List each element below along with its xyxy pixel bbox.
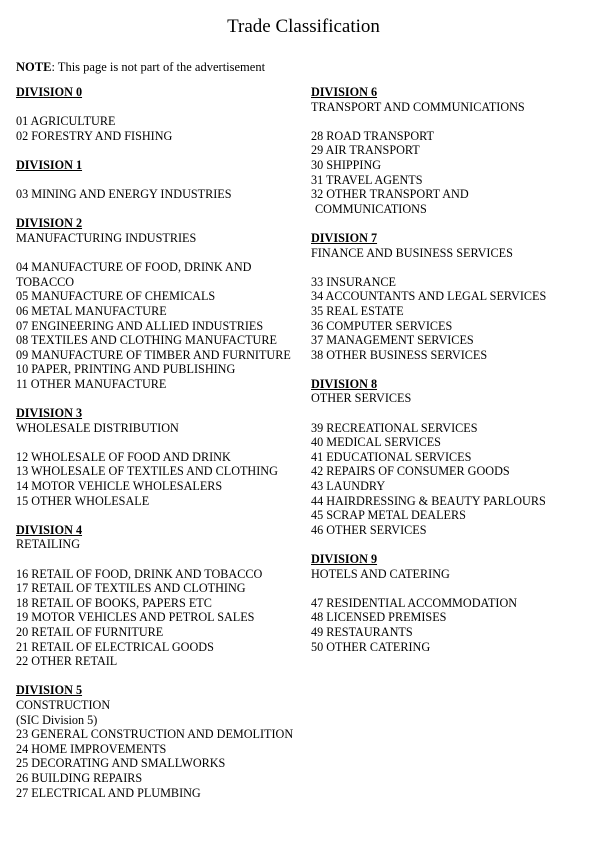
- trade-item: 19 MOTOR VEHICLES AND PETROL SALES: [16, 610, 255, 625]
- division-block: [311, 552, 601, 654]
- trade-item: 34 ACCOUNTANTS AND LEGAL SERVICES: [311, 289, 547, 304]
- trade-item: 15 OTHER WHOLESALE: [16, 493, 150, 508]
- division-subtitle: TRANSPORT AND COMMUNICATIONS: [311, 99, 525, 114]
- division-heading: DIVISION 1: [16, 157, 83, 172]
- trade-item: 37 MANAGEMENT SERVICES: [311, 333, 474, 348]
- trade-item: 03 MINING AND ENERGY INDUSTRIES: [16, 187, 232, 202]
- division-block: [16, 158, 306, 202]
- trade-item: 17 RETAIL OF TEXTILES AND CLOTHING: [16, 581, 246, 596]
- division-subtitle: RETAILING: [16, 537, 81, 552]
- trade-item: 36 COMPUTER SERVICES: [311, 318, 453, 333]
- trade-item: 32 OTHER TRANSPORT AND: [311, 187, 469, 202]
- division-subtitle: OTHER SERVICES: [311, 391, 412, 406]
- division-subtitle: MANUFACTURING INDUSTRIES: [16, 230, 197, 245]
- division-subtitle: FINANCE AND BUSINESS SERVICES: [311, 245, 513, 260]
- division-block: [16, 523, 306, 669]
- trade-item: 45 SCRAP METAL DEALERS: [311, 508, 466, 523]
- spacer: [311, 581, 601, 596]
- trade-item: 05 MANUFACTURE OF CHEMICALS: [16, 289, 216, 304]
- division-block: [16, 406, 306, 508]
- trade-item: 21 RETAIL OF ELECTRICAL GOODS: [16, 639, 214, 654]
- spacer: [311, 406, 601, 421]
- trade-item: 49 RESTAURANTS: [311, 624, 413, 639]
- trade-item: 02 FORESTRY AND FISHING: [16, 128, 173, 143]
- trade-item: 10 PAPER, PRINTING AND PUBLISHING: [16, 362, 236, 377]
- division-heading: DIVISION 6: [311, 85, 378, 99]
- trade-item: 28 ROAD TRANSPORT: [311, 128, 434, 143]
- spacer: [16, 435, 306, 450]
- trade-item: 39 RECREATIONAL SERVICES: [311, 420, 478, 435]
- division-subtitle: (SIC Division 5): [16, 712, 98, 727]
- trade-item: 48 LICENSED PREMISES: [311, 610, 447, 625]
- right-column: [311, 85, 601, 669]
- trade-item: 08 TEXTILES AND CLOTHING MANUFACTURE: [16, 333, 277, 348]
- trade-item: 06 METAL MANUFACTURE: [16, 303, 167, 318]
- division-block: [16, 216, 306, 391]
- division-block: [311, 231, 601, 362]
- trade-item: 23 GENERAL CONSTRUCTION AND DEMOLITION: [16, 727, 294, 742]
- trade-item: 33 INSURANCE: [311, 274, 396, 289]
- trade-item: 25 DECORATING AND SMALLWORKS: [16, 756, 226, 771]
- spacer: [311, 260, 601, 275]
- division-block: [16, 683, 306, 800]
- trade-item: 40 MEDICAL SERVICES: [311, 435, 441, 450]
- trade-item: 22 OTHER RETAIL: [16, 654, 118, 669]
- trade-item: 09 MANUFACTURE OF TIMBER AND FURNITURE: [16, 347, 291, 362]
- trade-item: 50 OTHER CATERING: [311, 639, 431, 654]
- division-subtitle: CONSTRUCTION: [16, 697, 111, 712]
- left-column: [16, 85, 306, 815]
- trade-item: 43 LAUNDRY: [311, 479, 386, 494]
- trade-item: 42 REPAIRS OF CONSUMER GOODS: [311, 464, 510, 479]
- trade-item: COMMUNICATIONS: [315, 201, 427, 216]
- spacer: [16, 552, 306, 567]
- trade-item: 46 OTHER SERVICES: [311, 522, 427, 537]
- spacer: [16, 173, 306, 188]
- trade-item: 13 WHOLESALE OF TEXTILES AND CLOTHING: [16, 464, 278, 479]
- division-block: [311, 85, 601, 216]
- trade-item: 16 RETAIL OF FOOD, DRINK AND TOBACCO: [16, 566, 263, 581]
- division-heading: DIVISION 4: [16, 522, 83, 537]
- trade-item: 07 ENGINEERING AND ALLIED INDUSTRIES: [16, 318, 264, 333]
- trade-item: 47 RESIDENTIAL ACCOMMODATION: [311, 595, 518, 610]
- division-heading: DIVISION 7: [311, 230, 378, 245]
- trade-item: 27 ELECTRICAL AND PLUMBING: [16, 785, 201, 800]
- trade-item: 20 RETAIL OF FURNITURE: [16, 624, 164, 639]
- trade-item: 26 BUILDING REPAIRS: [16, 770, 143, 785]
- trade-item: 35 REAL ESTATE: [311, 303, 404, 318]
- note: [16, 60, 265, 75]
- note-label: NOTE: [16, 60, 52, 74]
- trade-item: 41 EDUCATIONAL SERVICES: [311, 449, 472, 464]
- division-block: [311, 377, 601, 538]
- division-heading: DIVISION 2: [16, 216, 83, 231]
- page-title: Trade Classification: [227, 16, 380, 37]
- trade-item: 38 OTHER BUSINESS SERVICES: [311, 347, 488, 362]
- trade-item: 18 RETAIL OF BOOKS, PAPERS ETC: [16, 595, 212, 610]
- trade-item: 44 HAIRDRESSING & BEAUTY PARLOURS: [311, 493, 546, 508]
- spacer: [311, 114, 601, 129]
- division-heading: DIVISION 9: [311, 552, 378, 566]
- trade-item: 30 SHIPPING: [311, 157, 382, 172]
- trade-item: 11 OTHER MANUFACTURE: [16, 376, 167, 391]
- division-block: [16, 85, 306, 143]
- trade-item: 14 MOTOR VEHICLE WHOLESALERS: [16, 479, 223, 494]
- trade-item: 04 MANUFACTURE OF FOOD, DRINK AND TOBACCO: [16, 260, 252, 289]
- spacer: [16, 100, 306, 115]
- spacer: [16, 246, 306, 261]
- note-text: : This page is not part of the advertisement: [51, 60, 266, 74]
- trade-item: 24 HOME IMPROVEMENTS: [16, 741, 167, 756]
- division-heading: DIVISION 5: [16, 683, 83, 698]
- division-heading: DIVISION 8: [311, 376, 378, 391]
- trade-item: 31 TRAVEL AGENTS: [311, 172, 423, 187]
- trade-item: 12 WHOLESALE OF FOOD AND DRINK: [16, 449, 231, 464]
- division-subtitle: WHOLESALE DISTRIBUTION: [16, 420, 179, 435]
- division-heading: DIVISION 0: [16, 85, 83, 99]
- division-heading: DIVISION 3: [16, 406, 83, 421]
- trade-item: 01 AGRICULTURE: [16, 114, 116, 129]
- trade-item: 29 AIR TRANSPORT: [311, 143, 420, 158]
- division-subtitle: HOTELS AND CATERING: [311, 566, 450, 581]
